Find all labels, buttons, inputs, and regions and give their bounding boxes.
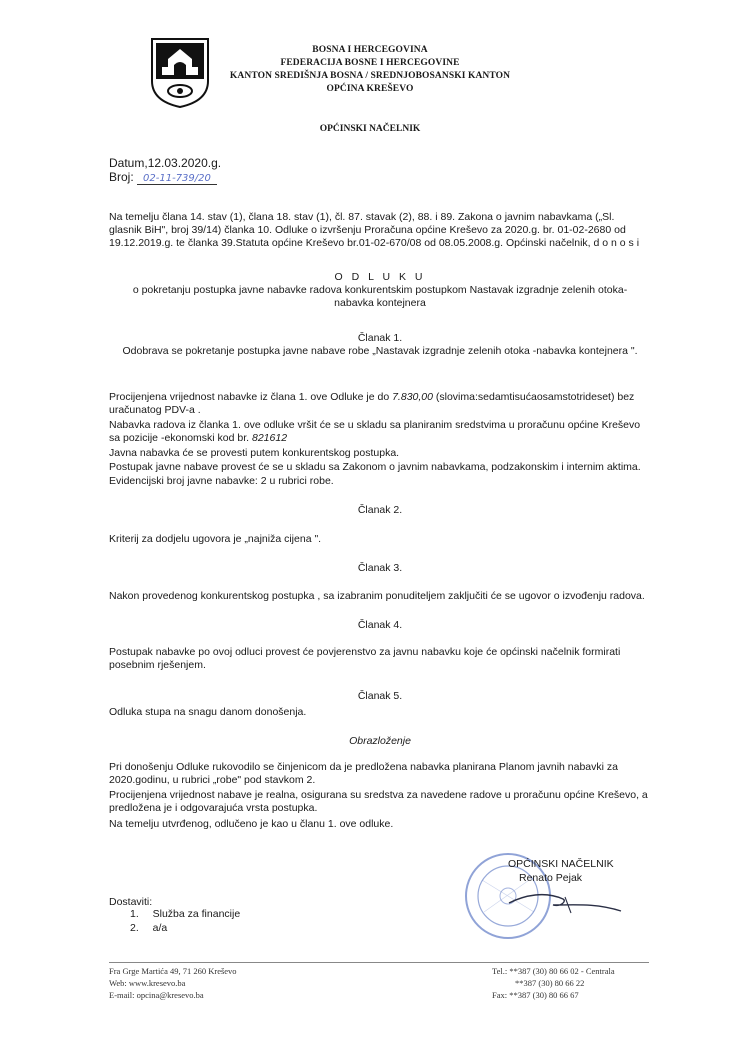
estimated-value-paragraph [109,391,649,417]
signatory-name: Renato Pejak [519,872,583,884]
date-label: Datum, [109,156,148,170]
delivery-item-text: Služba za financije [152,908,241,920]
office-title: OPĆINSKI NAČELNIK [319,124,421,134]
decision-subtitle: o pokretanju postupka javne nabavke radova konkurentskim postupkom Nastavak izgradnje zelenih otoka-nabavka kontejnera [132,284,628,309]
footer-email: E-mail: opcina@kresevo.ba [109,990,204,1000]
budget-position-text: Nabavka radova iz članka 1. ove odluke vršit će se u skladu sa planiranim sredstvima u proračunu općine Kreševo sa pozicije -ekonomski kod br. [109,419,641,444]
justification-paragraph-2: Procijenjena vrijednost nabave je realna, osigurana su sredstva za navedene radove u proračunu općine Kreševo, a predložena je i odgovarajuća vrsta postupka. [109,789,648,814]
article-1-text: Odobrava se pokretanje postupka javne nabave robe „Nastavak izgradnje zelenih otoka -nabavka kontejnera ". [122,345,638,357]
article-4-heading: Članak 4. [357,619,403,631]
estimated-amount: 7.830,00 [392,391,433,403]
header-country: BOSNA I HERCEGOVINA [312,45,428,55]
estimated-value-intro: Procijenjena vrijednost nabavke iz člana 1. ove Odluke je do [109,391,390,403]
delivery-item [130,908,240,920]
article-3-heading: Članak 3. [357,562,403,574]
legal-basis: Postupak javne nabave provest će se u skladu sa Zakonom o javnim nabavkama, podzakonskim i internim aktima. [109,461,641,473]
budget-position-paragraph [109,419,649,445]
footer-address: Fra Grge Martića 49, 71 260 Kreševo [109,966,237,976]
justification-paragraph-1: Pri donošenju Odluke rukovodilo se činjenicom da je predložena nabavka planirana Planom javnih nabavki za 2020.godinu, u rubrici „robe" pod stavkom 2. [109,761,618,786]
article-3-text: Nakon provedenog konkurentskog postupka , sa izabranim ponuditeljem zaključiti će se ugovor o izvođenju radova. [109,590,645,602]
municipality-crest-icon [150,37,210,109]
delivery-item-text: a/a [152,922,168,934]
date-line [109,156,221,170]
economic-code: 821612 [252,432,288,444]
signatory-title: OPĆINSKI NAČELNIK [508,858,614,870]
date-value: 12.03.2020.g. [147,156,222,170]
preamble: Na temelju člana 14. stav (1), člana 18. stav (1), čl. 87. stavak (2), 88. i 89. Zakona o javnim nabavkama („Sl. glasnik BiH", broj 39/14) člankа 10. Odluke o izvršenju Proračuna općine Kreševo za 2020.g. br. 01-02-2680 od 19.12.2019.g. te članka 39.Statuta općine Kreševo br.01-02-670/08 od 08.05.2008.g. Općinski načelnik, d o n o s i [109,211,640,249]
header-federation: FEDERACIJA BOSNE I HERCEGOVINE [280,58,460,68]
procedure-type: Javna nabavka će se provesti putem konkurentskog postupka. [109,447,400,459]
footer-telephone: Tel.: **387 (30) 80 66 02 - Centrala [492,966,615,976]
number-value-handwritten: 02-11-739/20 [137,173,217,185]
article-1-heading: Članak 1. [357,332,403,344]
number-label: Broj: [109,170,134,184]
article-5-text: Odluka stupa na snagu danom donošenja. [109,706,307,718]
footer-telephone-2: **387 (30) 80 66 22 [515,978,585,988]
article-2-text: Kriterij za dodjelu ugovora je „najniža cijena ". [109,533,322,545]
article-4-text: Postupak nabavke po ovoj odluci provest će povjerenstvo za javnu nabavku koje će općinski načelnik formirati posebnim rješenjem. [109,646,621,671]
footer-web: Web: www.kresevo.ba [109,978,186,988]
header-canton: KANTON SREDIŠNJA BOSNA / SREDNJOBOSANSKI KANTON [229,71,511,81]
handwritten-signature-icon [505,885,625,920]
number-line [109,170,217,184]
decision-title: O D L U K U [334,271,426,283]
footer-fax: Fax: **387 (30) 80 66 67 [492,990,579,1000]
justification-heading: Obrazloženje [349,735,411,747]
delivery-label: Dostaviti: [109,896,153,908]
header-municipality: OPĆINA KREŠEVO [326,84,414,94]
delivery-item-number: 2. [130,922,139,934]
footer-divider [109,962,649,963]
estimated-value-words: (slovima:sedamtisućaosamstotrideset) bez uračunatog PDV-a . [109,391,635,416]
delivery-item-number: 1. [130,908,139,920]
justification-paragraph-3: Na temelju utvrđenog, odlučeno je kao u članu 1. ove odluke. [109,818,394,830]
delivery-item [130,922,167,934]
article-2-heading: Članak 2. [357,504,403,516]
registration-number: Evidencijski broj javne nabavke: 2 u rubrici robe. [109,475,334,487]
article-5-heading: Članak 5. [357,690,403,702]
